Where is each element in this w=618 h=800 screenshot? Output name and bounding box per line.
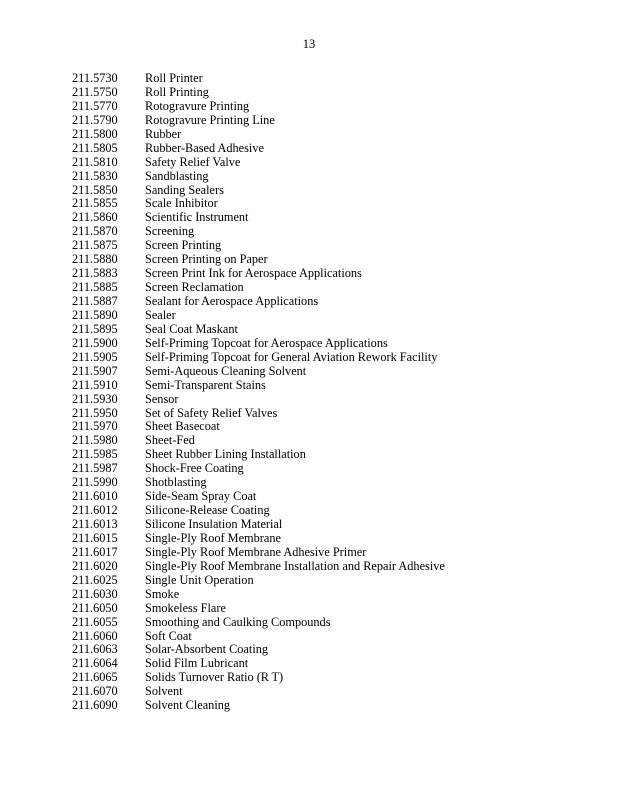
section-code: 211.5810	[72, 154, 118, 169]
list-item	[72, 365, 445, 379]
defined-term: Screening	[145, 224, 195, 239]
defined-term: Silicone Insulation Material	[145, 517, 283, 531]
defined-term: Solar-Absorbent Coating	[145, 642, 269, 657]
section-code: 211.5805	[72, 140, 118, 155]
defined-term: Silicone-Release Coating	[145, 503, 270, 518]
list-item	[72, 225, 445, 239]
list-item	[72, 142, 445, 156]
defined-term: Shotblasting	[145, 475, 207, 490]
list-item	[72, 281, 445, 295]
list-item	[72, 128, 445, 142]
defined-term: Self-Priming Topcoat for Aerospace Applications	[145, 335, 388, 350]
list-item	[72, 337, 445, 351]
list-item	[72, 602, 445, 616]
defined-term: Screen Printing	[145, 238, 222, 253]
section-code: 211.6065	[72, 670, 118, 685]
defined-term: Smoke	[145, 586, 180, 601]
defined-term: Side-Seam Spray Coat	[145, 489, 257, 504]
defined-term: Shock-Free Coating	[145, 461, 244, 476]
defined-term: Roll Printing	[145, 84, 209, 99]
section-code: 211.5880	[72, 252, 118, 267]
list-item	[72, 295, 445, 309]
defined-term: Scale Inhibitor	[145, 196, 218, 211]
page-number: 13	[302, 37, 316, 51]
list-item	[72, 434, 445, 448]
list-item	[72, 309, 445, 323]
section-code: 211.5930	[72, 391, 118, 406]
list-item	[72, 588, 445, 602]
section-code: 211.6090	[72, 698, 118, 713]
defined-term: Screen Reclamation	[145, 280, 244, 295]
section-code: 211.5800	[72, 126, 118, 141]
list-item	[72, 420, 445, 434]
list-item	[72, 184, 445, 198]
defined-term: Rotogravure Printing Line	[145, 112, 275, 127]
list-item	[72, 546, 445, 560]
section-code: 211.6020	[72, 558, 118, 573]
defined-term: Semi-Aqueous Cleaning Solvent	[145, 363, 307, 378]
section-code: 211.5860	[72, 210, 118, 225]
defined-term: Sheet Rubber Lining Installation	[145, 447, 306, 462]
list-item	[72, 379, 445, 393]
section-code: 211.5900	[72, 335, 118, 350]
defined-term: Sandblasting	[145, 168, 209, 183]
defined-term: Rubber-Based Adhesive	[145, 140, 264, 155]
defined-term: Roll Printer	[145, 71, 203, 85]
section-code: 211.5990	[72, 475, 118, 490]
list-item	[72, 253, 445, 267]
list-item	[72, 114, 445, 128]
list-item	[72, 100, 445, 114]
section-code: 211.5907	[72, 363, 118, 378]
list-item	[72, 643, 445, 657]
list-item	[72, 504, 445, 518]
list-item	[72, 532, 445, 546]
section-code: 211.5830	[72, 168, 118, 183]
list-item	[72, 448, 445, 462]
section-code: 211.5895	[72, 321, 118, 336]
section-code: 211.5750	[72, 84, 118, 99]
list-item	[72, 657, 445, 671]
defined-term: Rotogravure Printing	[145, 98, 250, 113]
defined-term: Scientific Instrument	[145, 210, 249, 225]
list-item	[72, 490, 445, 504]
section-code: 211.6063	[72, 642, 118, 657]
list-item	[72, 630, 445, 644]
section-code: 211.5887	[72, 294, 118, 308]
defined-term: Sanding Sealers	[145, 182, 224, 197]
section-code: 211.6030	[72, 586, 118, 601]
defined-term: Solid Film Lubricant	[145, 656, 249, 671]
section-code: 211.5790	[72, 112, 118, 127]
defined-term: Self-Priming Topcoat for General Aviation Rework Facility	[145, 349, 438, 364]
list-item	[72, 616, 445, 630]
list-item	[72, 156, 445, 170]
defined-term: Sensor	[145, 391, 179, 406]
section-code: 211.6010	[72, 489, 118, 504]
defined-term: Solvent	[145, 684, 183, 699]
list-item	[72, 239, 445, 253]
defined-term: Seal Coat Maskant	[145, 321, 238, 336]
defined-term: Rubber	[145, 126, 182, 141]
list-item	[72, 574, 445, 588]
definitions-list	[72, 72, 445, 713]
list-item	[72, 560, 445, 574]
list-item	[72, 476, 445, 490]
list-item	[72, 518, 445, 532]
list-item	[72, 72, 445, 86]
list-item	[72, 685, 445, 699]
section-code: 211.6017	[72, 544, 118, 559]
section-code: 211.5980	[72, 433, 118, 448]
defined-term: Single Unit Operation	[145, 572, 254, 587]
section-code: 211.5985	[72, 447, 118, 462]
section-code: 211.5905	[72, 349, 118, 364]
list-item	[72, 699, 445, 713]
list-item	[72, 393, 445, 407]
defined-term: Solids Turnover Ratio (R T)	[145, 670, 284, 685]
defined-term: Screen Print Ink for Aerospace Applications	[145, 266, 362, 281]
section-code: 211.6013	[72, 517, 118, 531]
section-code: 211.5890	[72, 307, 118, 322]
section-code: 211.5850	[72, 182, 118, 197]
list-item	[72, 267, 445, 281]
defined-term: Single-Ply Roof Membrane	[145, 530, 281, 545]
defined-term: Solvent Cleaning	[145, 698, 231, 713]
defined-term: Set of Safety Relief Valves	[145, 405, 278, 420]
section-code: 211.6060	[72, 628, 118, 643]
defined-term: Smokeless Flare	[145, 600, 226, 615]
defined-term: Sheet Basecoat	[145, 419, 220, 434]
defined-term: Single-Ply Roof Membrane Adhesive Primer	[145, 544, 367, 559]
section-code: 211.6012	[72, 503, 118, 518]
list-item	[72, 170, 445, 184]
list-item	[72, 671, 445, 685]
defined-term: Semi-Transparent Stains	[145, 377, 266, 392]
section-code: 211.6064	[72, 656, 118, 671]
section-code: 211.5987	[72, 461, 118, 476]
section-code: 211.6070	[72, 684, 118, 699]
section-code: 211.5950	[72, 405, 118, 420]
section-code: 211.5970	[72, 419, 118, 434]
section-code: 211.5875	[72, 238, 118, 253]
defined-term: Soft Coat	[145, 628, 192, 643]
list-item	[72, 211, 445, 225]
defined-term: Screen Printing on Paper	[145, 252, 268, 267]
section-code: 211.6055	[72, 614, 118, 629]
section-code: 211.5855	[72, 196, 118, 211]
defined-term: Sheet-Fed	[145, 433, 195, 448]
list-item	[72, 351, 445, 365]
list-item	[72, 462, 445, 476]
defined-term: Single-Ply Roof Membrane Installation and Repair Adhesive	[145, 558, 445, 573]
section-code: 211.5885	[72, 280, 118, 295]
section-code: 211.5770	[72, 98, 118, 113]
section-code: 211.6025	[72, 572, 118, 587]
section-code: 211.5910	[72, 377, 118, 392]
defined-term: Safety Relief Valve	[145, 154, 241, 169]
list-item	[72, 323, 445, 337]
section-code: 211.6015	[72, 530, 118, 545]
defined-term: Sealant for Aerospace Applications	[145, 294, 319, 308]
list-item	[72, 197, 445, 211]
section-code: 211.5730	[72, 71, 118, 85]
list-item	[72, 407, 445, 421]
list-item	[72, 86, 445, 100]
defined-term: Sealer	[145, 307, 176, 322]
defined-term: Smoothing and Caulking Compounds	[145, 614, 331, 629]
section-code: 211.6050	[72, 600, 118, 615]
section-code: 211.5883	[72, 266, 118, 281]
section-code: 211.5870	[72, 224, 118, 239]
